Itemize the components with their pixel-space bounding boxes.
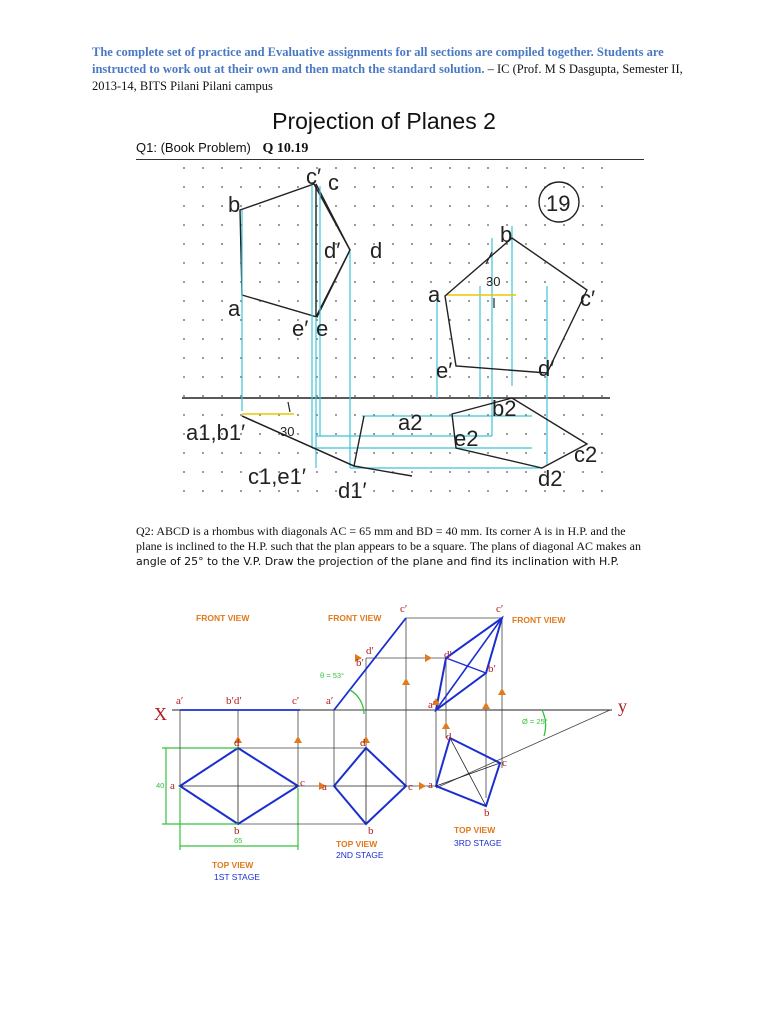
label-a-right: a [428, 282, 441, 307]
note-credit: – IC (Prof. M S Dasgupta, Semester II, 2013-14, BITS Pilani Pilani campus [92, 62, 683, 93]
q2-figure [150, 598, 640, 898]
label-a: a [228, 296, 241, 321]
pt1-d: d [234, 737, 240, 749]
page-title: Projection of Planes 2 [272, 108, 496, 134]
label-y: y [618, 696, 627, 716]
pt1-bd-dash: b′d′ [226, 695, 242, 707]
label-top-view-1: TOP VIEW [212, 860, 254, 870]
label-a1b1: a1,b1′ [186, 420, 246, 445]
label-c-dash-right: c′ [580, 286, 596, 311]
label-stage-1: 1ST STAGE [214, 872, 260, 882]
stage3-diag-bd [450, 738, 486, 806]
q1-figure [182, 166, 612, 502]
label-a2: a2 [398, 410, 423, 435]
pt3-b-dash: b′ [488, 663, 496, 675]
stage2-front-edge [334, 618, 406, 710]
label-d-dash: d′ [324, 238, 341, 263]
q1-heading [136, 140, 308, 157]
pt1-b: b [234, 825, 240, 837]
pt1-c-dash: c′ [292, 695, 300, 707]
label-top-view-2: TOP VIEW [336, 839, 378, 849]
pt2-c-dash: c′ [400, 603, 408, 615]
label-b-right: b [500, 222, 513, 247]
pt3-d-dash: d′ [444, 649, 452, 661]
q1-divider [136, 159, 644, 160]
pt3-a-dash: a′ [428, 699, 436, 711]
label-c1e1: c1,e1′ [248, 464, 306, 489]
label-c: c [328, 170, 339, 195]
pt2-d-dash: d′ [366, 645, 374, 657]
arrow-markers [234, 654, 506, 790]
label-phi: Ø = 25° [522, 717, 548, 726]
label-d2: d2 [538, 466, 563, 491]
pt2-c: c [408, 781, 413, 793]
q2-text [136, 524, 676, 569]
pt2-a-dash: a′ [326, 695, 334, 707]
dim-40: 40 [156, 781, 165, 790]
label-c-dash: c′ [306, 166, 322, 189]
label-b: b [228, 192, 241, 217]
pt1-a-dash: a′ [176, 695, 184, 707]
label-front-view-3: FRONT VIEW [512, 615, 566, 625]
q2-line-2: plane is inclined to the H.P. such that the plan appears to be a square. The plans of diagonal AC makes an [136, 539, 641, 553]
q2-line-1: Q2: ABCD is a rhombus with diagonals AC = 65 mm and BD = 40 mm. Its corner A is in H.P. and the [136, 524, 626, 538]
label-e-dash-right: e′ [436, 358, 453, 383]
angle-label-top: 30 [486, 274, 501, 289]
label-d: d [370, 238, 383, 263]
q2-line-3: angle of 25° to the V.P. Draw the projection of the plane and find its inclination with H.P. [136, 555, 620, 568]
label-front-view-2: FRONT VIEW [328, 613, 382, 623]
label-theta: θ = 53° [320, 671, 345, 680]
stage3-diag-ac [436, 763, 500, 786]
label-d1: d1′ [338, 478, 367, 502]
label-c2: c2 [574, 442, 598, 467]
label-top-view-3: TOP VIEW [454, 825, 496, 835]
pt1-c: c [300, 777, 305, 789]
assignment-note [92, 44, 692, 95]
angle-label-bottom: 30 [280, 424, 295, 439]
label-front-view-1: FRONT VIEW [196, 613, 250, 623]
label-d-dash-right: d′ [538, 356, 555, 381]
label-stage-3: 3RD STAGE [454, 838, 502, 848]
pt3-c: c [502, 757, 507, 769]
pt3-d: d [446, 731, 452, 743]
pt3-c-dash: c′ [496, 603, 504, 615]
q1-label: Q1: (Book Problem) [136, 140, 251, 155]
pt2-b: b [368, 825, 374, 837]
label-e: e [316, 316, 329, 341]
label-b2: b2 [492, 396, 517, 421]
pt2-d: d [360, 737, 366, 749]
note-highlight: The complete set of practice and Evaluative assignments for all sections are compiled together. Students are instructed to work out at their own and then match the standard solution. [92, 45, 664, 76]
problem-badge: 19 [546, 191, 571, 216]
label-x: X [154, 704, 167, 724]
pt3-a: a [428, 779, 433, 791]
pt1-a: a [170, 780, 175, 792]
stage3-front-diag-2 [446, 658, 486, 673]
pt2-b-dash: b′ [356, 657, 364, 669]
q1-number: Q 10.19 [262, 141, 309, 156]
pt3-b: b [484, 807, 490, 819]
label-e2: e2 [454, 426, 479, 451]
label-stage-2: 2ND STAGE [336, 850, 384, 860]
pt2-a: a [322, 781, 327, 793]
label-e-dash: e′ [292, 316, 309, 341]
dim-65: 65 [234, 836, 243, 845]
